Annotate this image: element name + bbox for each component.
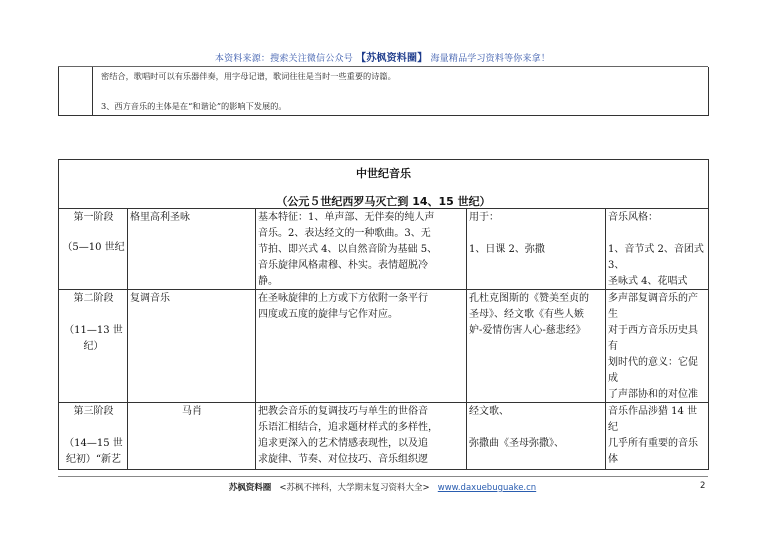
stage-cell: [59, 290, 128, 402]
name-cell: 格里高利圣咏: [128, 209, 256, 289]
footer-link[interactable]: www.daxuebuguake.cn: [437, 483, 537, 493]
features-line: 把教会音乐的复调技巧与单生的世俗音: [258, 406, 428, 417]
style-line: 了声部协和的对位准: [608, 389, 698, 400]
stage-line: 第三阶段: [73, 406, 114, 417]
footer-brand: 苏枫资料圈: [228, 483, 272, 493]
works-line: 孔杜克图斯的《赞美至贞的: [469, 293, 589, 304]
style-line: 几乎所有重要的音乐体: [608, 438, 698, 465]
style-line: 划时代的意义：它促成: [608, 357, 698, 384]
style-spacer: [608, 226, 707, 242]
stage-line: 第一阶段: [73, 212, 114, 223]
stage-line: 第二阶段: [73, 293, 114, 304]
style-line: 音乐风格：: [608, 212, 658, 223]
stage-line: （14—15 世: [64, 438, 123, 449]
empty-label-cell: [59, 67, 93, 115]
continuation-line-2: 3、西方音乐的主体是在“和谐论”的影响下发展的。: [101, 101, 287, 111]
table-row: [59, 290, 708, 403]
style-line: 1、音节式 2、音团式 3、: [608, 244, 704, 271]
style-cell: [606, 290, 708, 402]
style-cell: [606, 403, 708, 469]
features-cell: [256, 209, 467, 289]
continuation-line-1: 密结合，歌唱时可以有乐器伴奏，用字母记谱，歌词往往是当时一些重要的诗篇。: [101, 71, 396, 81]
features-line: 基本特征：1、单声部、无伴奏的纯人声: [258, 212, 435, 223]
stage-cell: [59, 209, 128, 289]
source-banner-suffix: 海量精品学习资料等你来拿！: [430, 54, 551, 64]
stage-cell: [59, 403, 128, 469]
works-line: 用于：: [469, 212, 499, 223]
table-row: [59, 403, 708, 469]
stage-line: （11—13 世: [64, 325, 123, 336]
features-line: 求旋律、节奏、对位技巧、音乐组织逻: [258, 454, 428, 465]
style-line: 圣咏式 4、花唱式: [608, 276, 688, 287]
stage-spacer: [61, 420, 126, 436]
table-subtitle: （公元５世纪西罗马灭亡到 14、15 世纪）: [276, 195, 491, 208]
table-title: 中世纪音乐: [356, 167, 411, 180]
features-line: 在圣咏旋律的上方或下方依附一条平行: [258, 293, 428, 304]
works-line: 经文歌、: [469, 406, 509, 417]
source-banner-brand: 【苏枫资料圈】: [356, 53, 428, 64]
style-line: [608, 468, 707, 469]
features-line: 音乐旋律风格肃穆、朴实。表情超脱冷: [258, 260, 428, 271]
stage-line: （5—10 世纪: [62, 242, 125, 253]
works-spacer: [469, 420, 604, 436]
works-cell: [467, 403, 606, 469]
previous-table-continuation: [58, 67, 709, 116]
works-line: 圣母》、经文歌《有些人嫉: [469, 309, 584, 320]
name-cell: 马肖: [128, 403, 256, 469]
footer-slogan: <苏枫不摔科，大学期末复习资料大全>: [279, 483, 430, 493]
works-cell: [467, 209, 606, 289]
style-line: 对于西方音乐历史具有: [608, 325, 698, 352]
features-line: 静。: [258, 276, 278, 287]
table-row: [59, 209, 708, 290]
page-number: 2: [700, 481, 706, 491]
works-line: 妒-爱情伤害人心-慈悲经》: [469, 325, 586, 336]
page-footer: [0, 481, 765, 493]
stage-line: 纪初）“新艺: [65, 454, 122, 465]
works-line: 弥撒曲《圣母弥撒》、: [469, 438, 564, 449]
style-line: 多声部复调音乐的产生: [608, 293, 698, 320]
works-line: 1、日课 2、弥撒: [469, 244, 545, 255]
features-cell: [256, 403, 467, 469]
features-cell: [256, 290, 467, 402]
medieval-music-table: [58, 159, 709, 470]
source-banner-prefix: 本资料来源：搜索关注微信公众号: [214, 54, 353, 64]
source-banner: [0, 49, 765, 64]
works-spacer: [469, 226, 604, 242]
stage-spacer: [61, 307, 126, 323]
footer-divider: [58, 476, 708, 477]
features-line: 乐语汇相结合，追求题材样式的多样性，: [258, 422, 438, 433]
features-line: 节拍、即兴式 4、以自然音阶为基础 5、: [258, 244, 438, 255]
features-line: 四度或五度的旋律与它作对应。: [258, 309, 398, 320]
features-line: 追求更深入的艺术情感表现性，以及追: [258, 438, 428, 449]
works-cell: [467, 290, 606, 402]
stage-line: 纪）: [83, 341, 104, 352]
style-cell: [606, 209, 708, 289]
name-cell: 复调音乐: [128, 290, 256, 402]
features-line: 音乐。2、表达经文的一种歌曲。3、无: [258, 228, 431, 239]
table-header: [59, 160, 708, 209]
style-line: 音乐作品涉猎 14 世纪: [608, 406, 698, 433]
